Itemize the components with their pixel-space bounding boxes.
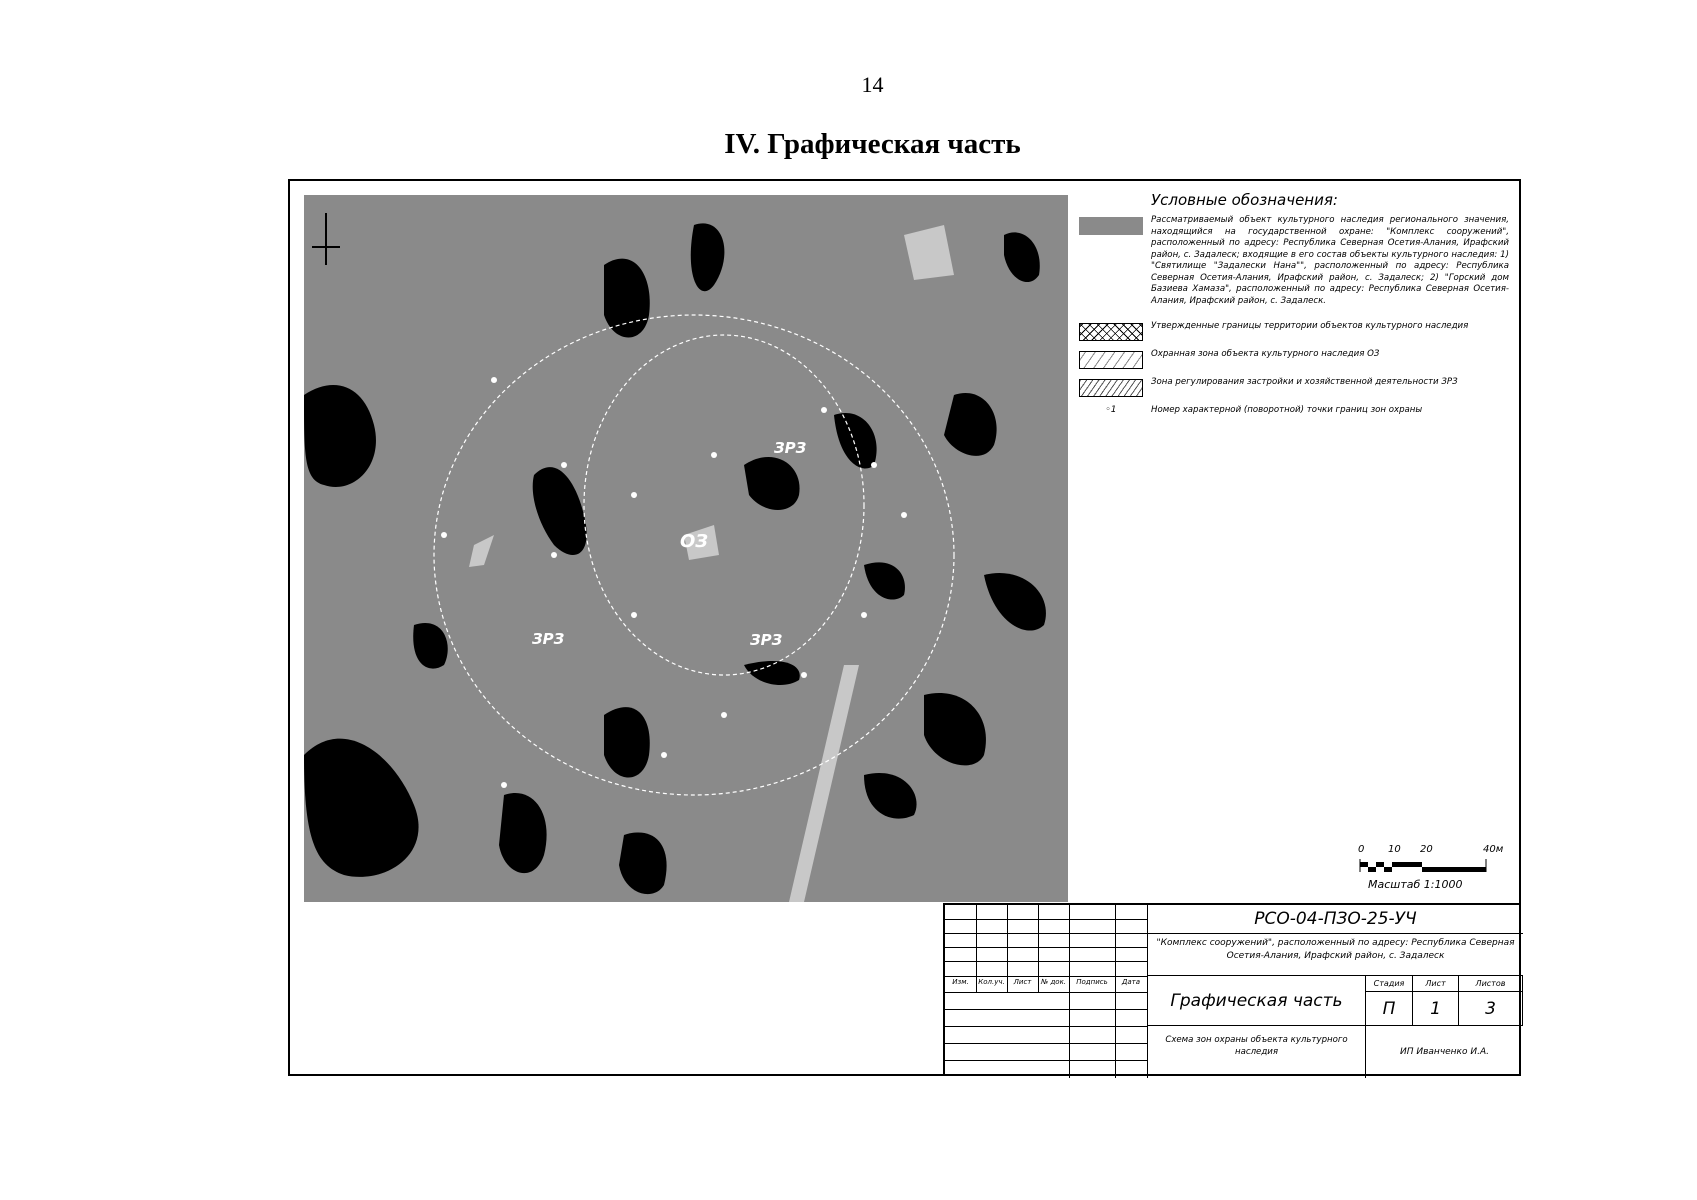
dense-hatch-swatch-icon (1079, 379, 1143, 397)
solid-gray-swatch-icon (1079, 217, 1143, 235)
scale-caption: Масштаб 1:1000 (1368, 878, 1463, 891)
legend-item (1079, 321, 1509, 341)
stage-value: П (1366, 992, 1413, 1026)
document-code: РСО-04-ПЗО-25-УЧ (1148, 905, 1523, 934)
legend-item (1079, 349, 1509, 369)
legend-item (1079, 215, 1509, 307)
legend (1079, 191, 1509, 425)
zone-label-zrz: ЗРЗ (774, 439, 807, 457)
part-title: Графическая часть (1148, 976, 1366, 1026)
column-header: Лист (1013, 978, 1032, 986)
sheets-value: 3 (1459, 992, 1523, 1026)
legend-item-text: Номер характерной (поворотной) точки границ зон охраны (1151, 405, 1423, 415)
legend-item-text: Зона регулирования застройки и хозяйственной деятельности ЗРЗ (1151, 377, 1458, 387)
column-header: Дата (1121, 978, 1141, 986)
scale-tick: 20 (1420, 844, 1433, 855)
legend-item-text: Рассматриваемый объект культурного наследия регионального значения, находящийся на государственной охране: "Комплекс сооружений", расположенный по адресу: Республика Северная Осетия-Алания, Ирафский район, с. Задалеск; входящие в его состав объекты культурного наследия: 1) "Святилище "Задалески Нана"", расположенный по адресу: Республика Северная Осетия-Алания, Ирафский район, с. Задалеск; 2) "Горский дом Базиева Хамаза", расположенный по адресу: Республика Северная Осетия-Алания, Ирафский район, с. Задалеск. (1151, 215, 1509, 306)
revision-grid (945, 905, 1148, 1078)
page-number: 14 (861, 72, 884, 97)
legend-item-text: Утвержденные границы территории объектов культурного наследия (1151, 321, 1469, 331)
column-header: № док. (1040, 978, 1067, 986)
scale-tick: 0 (1358, 844, 1365, 855)
section-heading: IV. Графическая часть (724, 128, 1021, 160)
point-marker-icon: ◦1 (1105, 405, 1117, 415)
object-description: "Комплекс сооружений", расположенный по адресу: Республика Северная Осетия-Алания, Ирафский район, с. Задалеск (1148, 933, 1523, 976)
scale-bar (1358, 844, 1508, 891)
zone-label-zrz: ЗРЗ (750, 631, 783, 649)
sheets-header: Листов (1459, 976, 1523, 992)
satellite-map (304, 195, 1068, 902)
stage-header: Стадия (1366, 976, 1413, 992)
column-header: Подпись (1076, 978, 1108, 986)
scale-ticks (1358, 844, 1508, 856)
drawing-sheet (288, 179, 1521, 1076)
scale-tick: 10 (1388, 844, 1401, 855)
schema-title: Схема зон охраны объекта культурного наследия (1148, 1026, 1366, 1078)
sheet-value: 1 (1413, 992, 1459, 1026)
scale-tick: 40м (1483, 844, 1504, 855)
legend-item (1079, 377, 1509, 397)
legend-title: Условные обозначения: (1151, 191, 1338, 209)
scale-graphic (1358, 858, 1508, 872)
sheet-header: Лист (1413, 976, 1459, 992)
legend-item (1079, 405, 1509, 417)
column-header: Кол.уч. (978, 978, 1005, 986)
legend-item-text: Охранная зона объекта культурного наследия ОЗ (1151, 349, 1380, 359)
organization: ИП Иванченко И.А. (1400, 1047, 1489, 1057)
zone-label-oz: ОЗ (680, 531, 709, 552)
zone-label-zrz: ЗРЗ (532, 630, 565, 648)
column-header: Изм. (952, 978, 969, 986)
title-block (943, 903, 1521, 1076)
hatch-swatch-icon (1079, 351, 1143, 369)
cross-hatch-swatch-icon (1079, 323, 1143, 341)
